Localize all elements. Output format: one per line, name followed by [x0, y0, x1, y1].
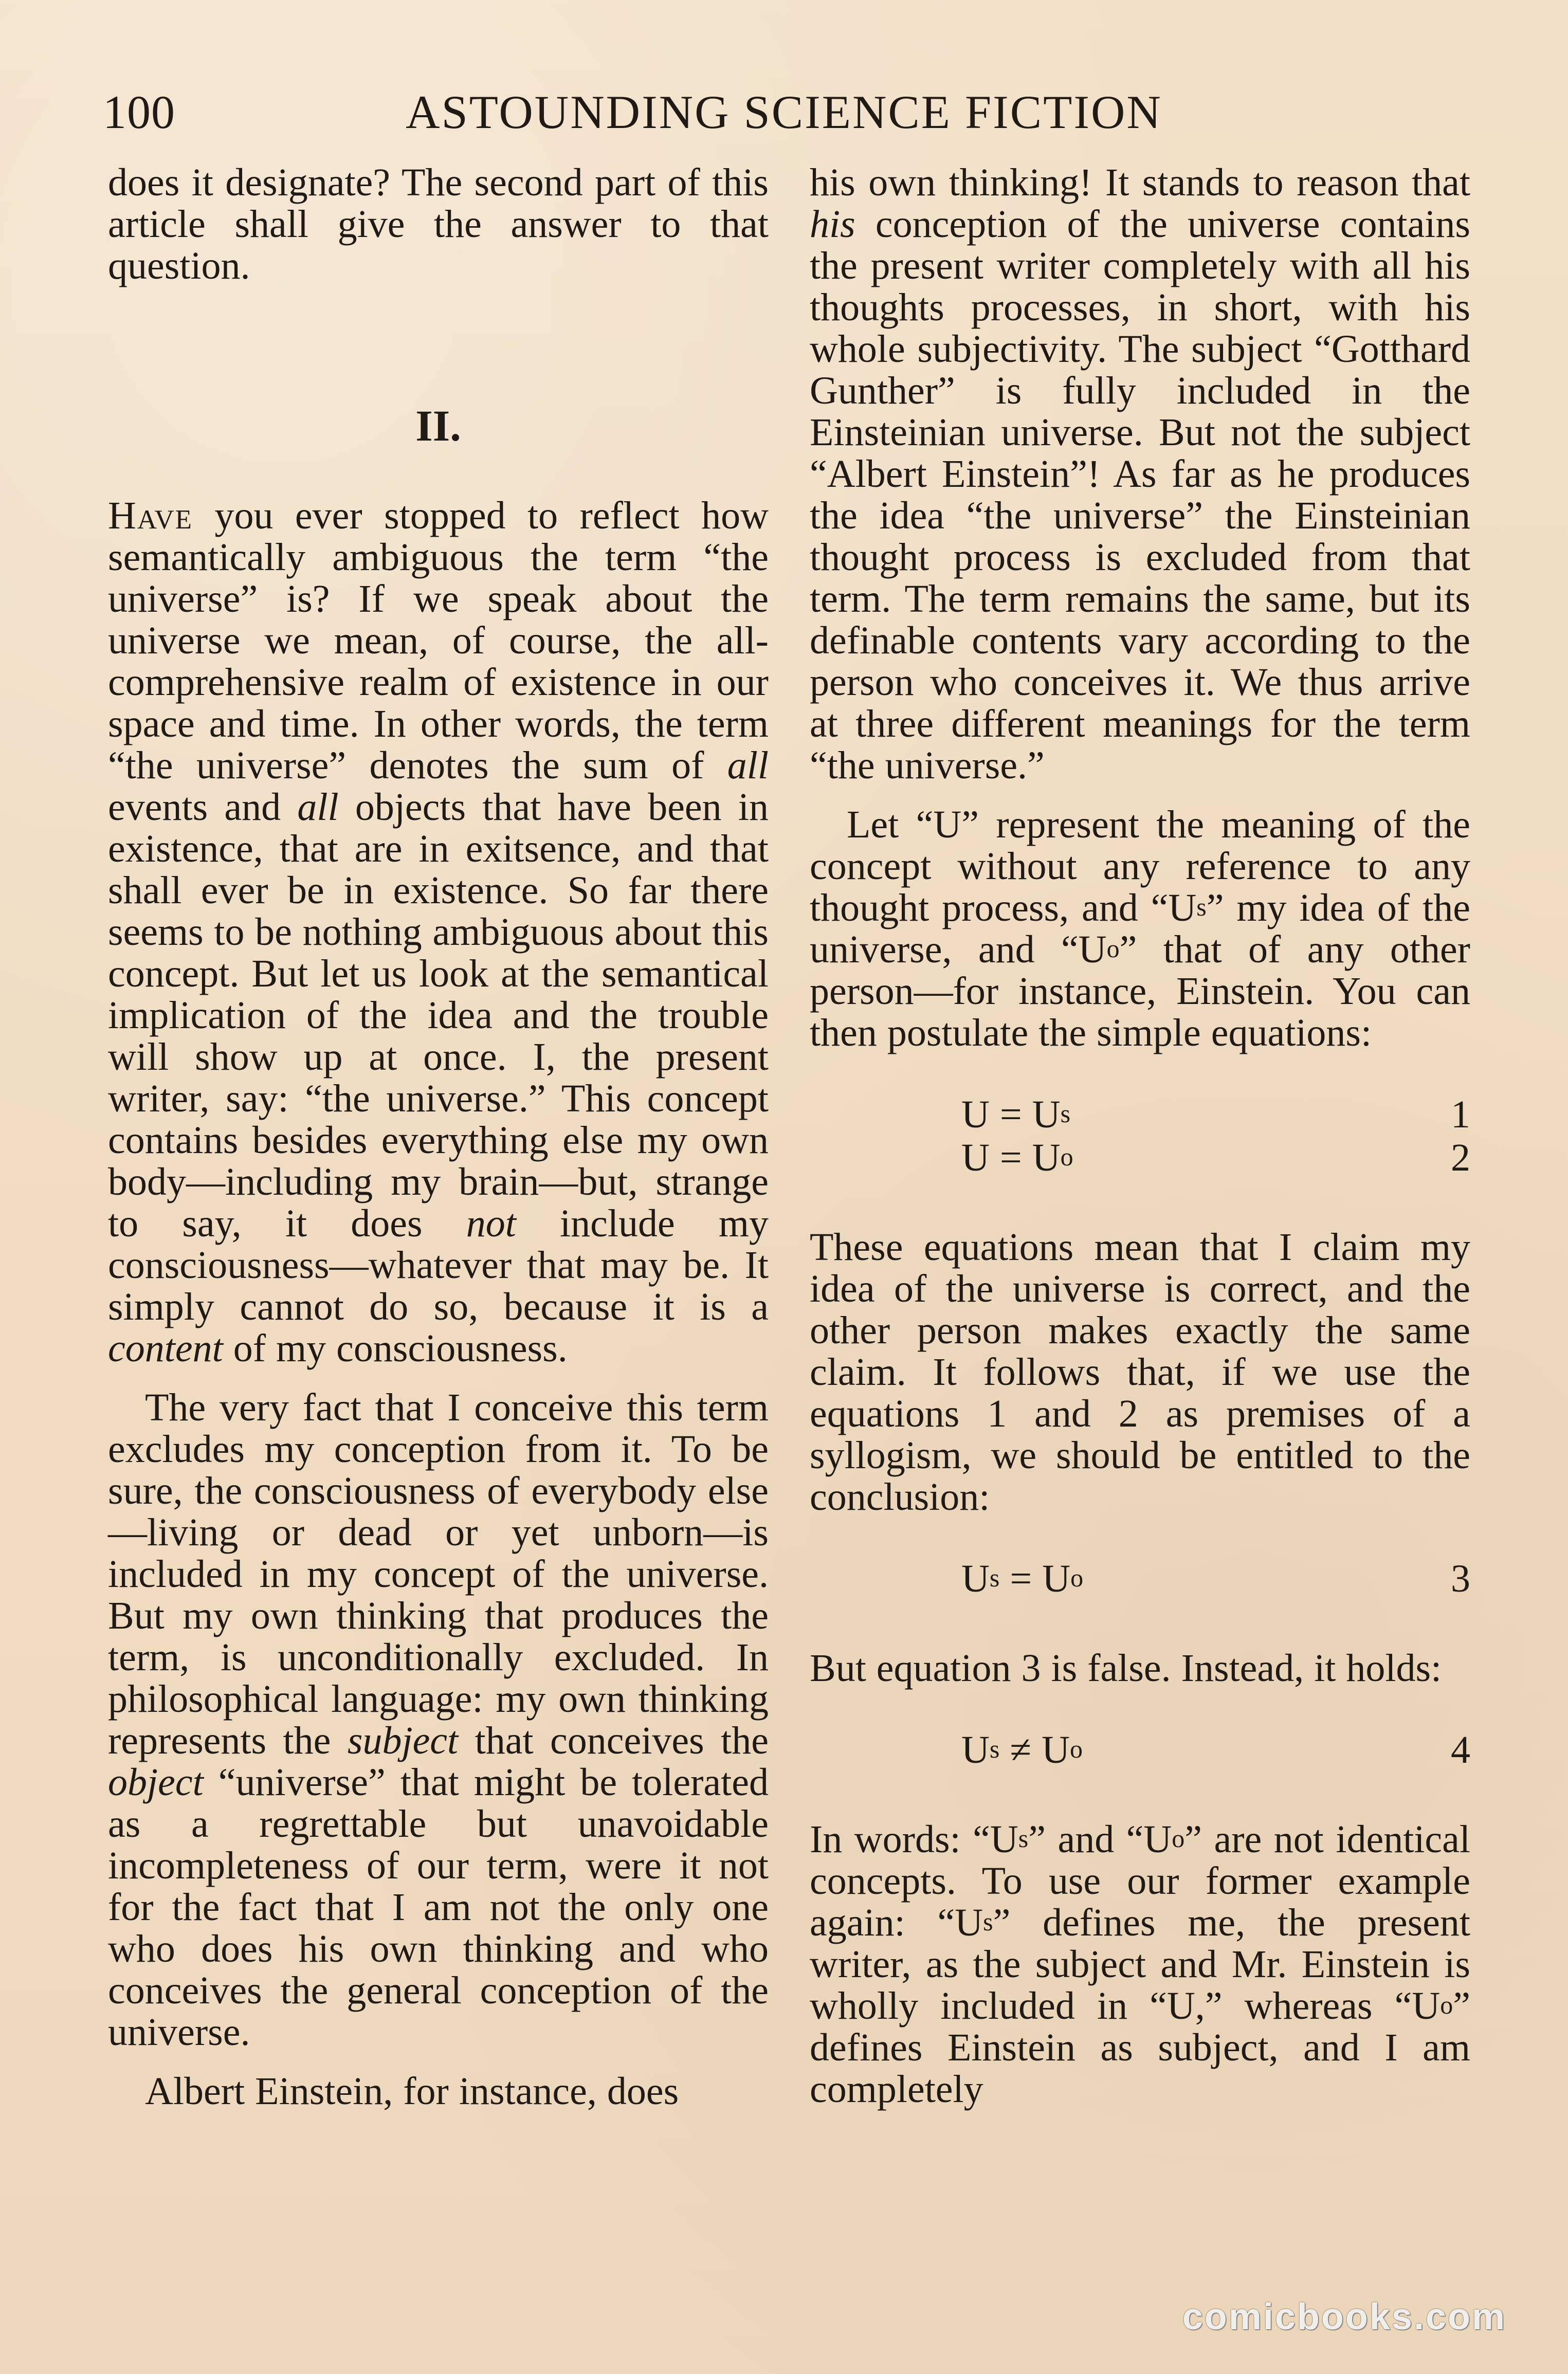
paragraph-2-text-c: “universe” that might be tolerated as a regrettable but unavoidable incompleteness of our term, were it not for the fact that I am not the only one who does his own thinking and who conceives the general conception of the universe. — [108, 1761, 769, 2054]
paragraph-1-italic-not: not — [466, 1202, 516, 1245]
right-paragraph-5-sup-o1: o — [1172, 1824, 1185, 1853]
right-paragraph-5-text-a: In words: “U — [810, 1818, 1018, 1861]
section-heading: II. — [415, 401, 461, 450]
right-paragraph-1-italic-his: his — [810, 203, 855, 246]
right-column — [810, 162, 1470, 2110]
right-paragraph-1 — [810, 162, 1470, 787]
equation-3-right-sup: o — [1070, 1563, 1084, 1592]
right-paragraph-5-text-c: ” are not identical concepts. To use our former example again: “U — [810, 1818, 1471, 1944]
paragraph-2-italic-object: object — [108, 1761, 204, 1804]
article-paragraph-3: Albert Einstein, for instance, does — [145, 2070, 679, 2113]
right-paragraph-2-text-a: Let “U” represent the meaning of the concept without any reference to any thought process, and “U — [810, 803, 1470, 929]
right-paragraph-5-sup-o2: o — [1440, 1990, 1453, 2019]
equation-row-4 — [810, 1729, 1470, 1773]
paragraph-1-text-b: events and — [108, 786, 298, 829]
right-paragraph-5-sup-s1: s — [1018, 1824, 1029, 1853]
right-paragraph-5-text-e: ” defines Einstein as subject, and I am completely — [810, 1984, 1470, 2111]
equation-1-left: U = U — [961, 1093, 1061, 1136]
equation-3-operator: = — [999, 1557, 1043, 1600]
equation-3-number: 3 — [1451, 1557, 1470, 1600]
article-paragraph-2 — [108, 1387, 769, 2053]
equation-4-number: 4 — [1451, 1728, 1470, 1772]
equation-3-left-sup: s — [989, 1563, 1000, 1592]
paragraph-1-italic-content: content — [108, 1327, 223, 1370]
opening-word: Have — [108, 494, 193, 537]
right-paragraph-4: But equation 3 is false. Instead, it holds: — [810, 1647, 1442, 1690]
equation-row-2 — [810, 1137, 1470, 1180]
equation-4-right-u: U — [1042, 1728, 1070, 1772]
right-paragraph-1-text-b: conception of the universe contains the present writer completely with all his thoughts processes, in short, with his whole subjectivity. The subject “Gotthard Gunther” is fully included in the Einsteinian universe. But not the subject “Albert Einstein”! As far as he produces the idea “the universe” the Einsteinian thought process is excluded from that term. The term remains the same, but its definable contents vary according to the person who conceives it. We thus arrive at three different meanings for the term “the universe.” — [810, 203, 1470, 787]
page-number: 100 — [103, 86, 175, 138]
right-paragraph-5 — [810, 1819, 1470, 2110]
right-paragraph-2-sup-s: s — [1196, 892, 1207, 921]
paragraph-1-text-d: include my consciousness—whatever that may be. It simply cannot do so, because it is a — [108, 1202, 769, 1328]
paragraph-1-text-a: you ever stopped to reflect how semantically ambiguous the term “the universe” is? If we speak about the universe we mean, of course, the all-comprehensive realm of existence in our space and time. In other words, the term “the universe” denotes the sum of — [108, 494, 769, 787]
right-paragraph-2-text-b: ” my idea of the universe, and “U — [810, 886, 1470, 971]
paragraph-1-text-e: of my consciousness. — [223, 1327, 568, 1370]
right-paragraph-5-sup-s2: s — [983, 1907, 993, 1936]
paragraph-1-italic-all-1: all — [727, 744, 769, 787]
right-paragraph-3: These equations mean that I claim my idea of the universe is correct, and the other person makes exactly the same claim. It follows that, if we use the equations 1 and 2 as premises of a syllogism, we should be entitled to the conclusion: — [810, 1226, 1470, 1519]
left-column — [108, 162, 769, 2112]
equation-3-block — [810, 1558, 1470, 1601]
equation-3-expression — [961, 1558, 1110, 1600]
equation-3-right-u: U — [1042, 1557, 1071, 1600]
equation-4-left-sup: s — [989, 1734, 1000, 1763]
equation-4-expression — [961, 1729, 1110, 1771]
equation-3-left-u: U — [961, 1557, 990, 1600]
equation-row-1 — [810, 1094, 1470, 1137]
equation-1-number: 1 — [1451, 1093, 1470, 1136]
right-paragraph-2-sup-o: o — [1106, 934, 1120, 963]
paragraph-1-italic-all-2: all — [297, 786, 339, 829]
equations-1-2 — [810, 1094, 1470, 1180]
right-paragraph-5-text-d: ” defines me, the present writer, as the subject and Mr. Einstein is wholly included in “U,” whereas “U — [810, 1901, 1471, 2028]
paragraph-2-text-b: that conceives the — [458, 1719, 769, 1762]
paragraph-2-text-a: The very fact that I conceive this term excludes my conception from it. To be sure, the consciousness of everybody else—living or dead or yet unborn—is included in my concept of the universe. But my own thinking that produces the term, is unconditionally excluded. In philosophical language: my own thinking represents the — [108, 1386, 769, 1762]
equation-4-right-sup: o — [1069, 1734, 1083, 1763]
equation-1-expression — [961, 1094, 1110, 1136]
paragraph-1-text-c: objects that have been in existence, that are in exitsence, and that shall ever be in existence. So far there seems to be nothing ambiguous about this concept. But let us look at the semantical implication of the idea and the trouble will show up at once. I, the present writer, say: “the universe.” This concept contains besides everything else my own body—including my brain—but, strange to say, it does — [108, 786, 769, 1245]
right-paragraph-5-text-b: ” and “U — [1028, 1818, 1172, 1861]
equation-1-sup: s — [1060, 1099, 1071, 1128]
equation-4-block — [810, 1729, 1470, 1773]
right-paragraph-1-text-a: his own thinking! It stands to reason that — [810, 161, 1470, 204]
paragraph-2-italic-subject: subject — [347, 1719, 459, 1762]
equation-2-sup: o — [1060, 1142, 1073, 1171]
page-header — [103, 85, 1465, 141]
article-paragraph-1 — [108, 495, 769, 1369]
intro-paragraph: does it designate? The second part of this article shall give the answer to that question. — [108, 161, 769, 287]
equation-4-left-u: U — [961, 1728, 990, 1772]
running-head: ASTOUNDING SCIENCE FICTION — [406, 86, 1162, 138]
equation-2-expression — [961, 1137, 1110, 1179]
right-paragraph-2 — [810, 804, 1470, 1054]
equation-2-number: 2 — [1451, 1136, 1470, 1179]
right-paragraph-2-text-c: ” that of any other person—for instance, Einstein. You can then postulate the simple equations: — [810, 928, 1470, 1054]
equation-2-left: U = U — [961, 1136, 1061, 1179]
watermark: comicbooks.com — [1182, 2296, 1506, 2338]
equation-row-3 — [810, 1558, 1470, 1601]
equation-4-operator: ≠ — [999, 1728, 1042, 1772]
